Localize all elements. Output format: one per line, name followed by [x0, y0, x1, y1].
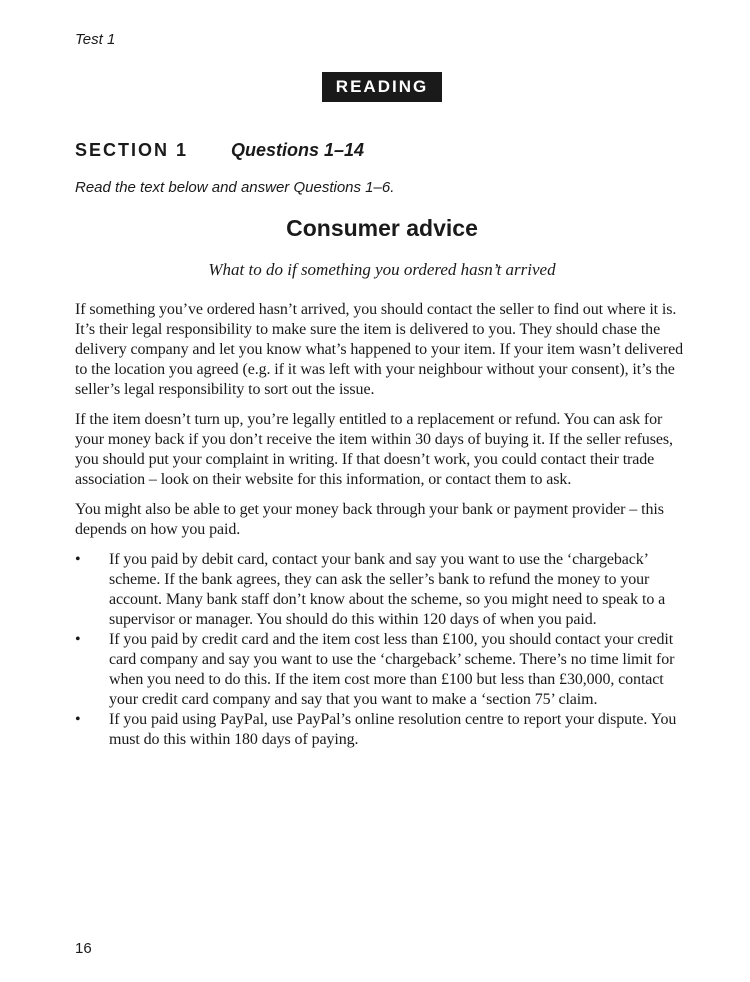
article-body: [75, 300, 693, 750]
article-subtitle: What to do if something you ordered hasn’t arrived: [208, 260, 556, 279]
list-item: [75, 710, 693, 750]
bullet-icon: •: [75, 631, 81, 648]
reading-banner: READING: [322, 72, 442, 102]
list-item: [75, 630, 693, 710]
bullet-icon: •: [75, 711, 81, 728]
list-item: [75, 550, 693, 630]
questions-range: Questions 1–14: [231, 140, 365, 160]
section-title: SECTION 1: [75, 140, 189, 160]
article-title: Consumer advice: [286, 215, 478, 241]
test-label: Test 1: [75, 31, 116, 48]
instruction-text: Read the text below and answer Questions 1–6.: [75, 179, 395, 196]
list-item-text: If you paid by credit card and the item cost less than £100, you should contact your credit card company and say you want to use the ‘chargeback’ scheme. There’s no time limit for when you need to do this. If the item cost more than £100 but less than £30,000, contact your credit card company and say that you want to make a ‘section 75’ claim.: [109, 631, 675, 708]
page-number: 16: [75, 940, 92, 957]
bullet-icon: •: [75, 551, 81, 568]
payment-options-list: [75, 550, 693, 750]
paragraph: You might also be able to get your money back through your bank or payment provider – this depends on how you paid.: [75, 501, 664, 538]
list-item-text: If you paid using PayPal, use PayPal’s online resolution centre to report your dispute. You must do this within 180 days of paying.: [109, 711, 677, 748]
paragraph: If the item doesn’t turn up, you’re legally entitled to a replacement or refund. You can ask for your money back if you don’t receive the item within 30 days of buying it. If the seller refuses, you should put your complaint in writing. If that doesn’t work, you could contact their trade association – look on their website for this information, or contact them to ask.: [75, 411, 673, 488]
list-item-text: If you paid by debit card, contact your bank and say you want to use the ‘chargeback’ scheme. If the bank agrees, they can ask the seller’s bank to refund the money to your account. Many bank staff don’t know about the scheme, so you might need to speak to a supervisor or manager. You should do this within 120 days of when you paid.: [109, 551, 666, 628]
paragraph: If something you’ve ordered hasn’t arrived, you should contact the seller to find out where it is. It’s their legal responsibility to make sure the item is delivered to you. They should chase the delivery company and let you know what’s happened to your item. If your item wasn’t delivered to the location you agreed (e.g. if it was left with your neighbour without your consent), it’s the seller’s legal responsibility to sort out the issue.: [75, 301, 684, 398]
